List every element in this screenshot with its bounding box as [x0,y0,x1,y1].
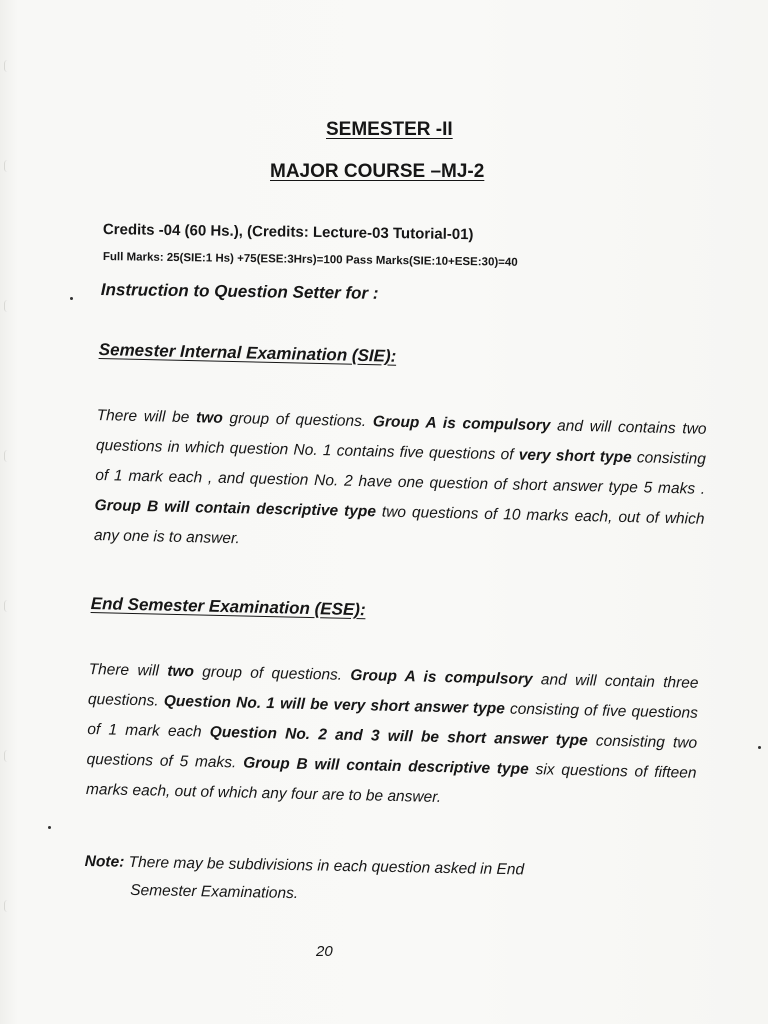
note-block [84,848,625,914]
course-heading: MAJOR COURSE –MJ-2 [270,161,485,182]
instruction-heading: Instruction to Question Setter for : [100,280,379,303]
perforation-mark [4,900,11,912]
perforation-mark [4,450,11,462]
dust-speck [70,297,73,300]
page-number: 20 [316,943,333,960]
perforation-mark [4,60,11,72]
perforation-mark [4,750,11,762]
dust-speck [758,746,761,749]
perforation-mark [4,600,11,612]
credits-line: Credits -04 (60 Hs.), (Credits: Lecture-03 Tutorial-01) [102,221,474,244]
ese-paragraph: There will two group of questions. Group A is compulsory and will contain three questions. Question No. 1 will be very short answer type consisting of five questions of 1 mark each Question No. 2 and 3 will be short answer type consisting two questions of 5 maks. Group B will contain descriptive type six questions of fifteen marks each, out of which any four are to be answer. [85,660,699,807]
ese-heading: End Semester Examination (ESE): [90,594,366,620]
note-label: Note: [84,852,125,871]
semester-heading: SEMESTER -II [326,119,453,140]
sie-heading: Semester Internal Examination (SIE): [98,340,397,366]
dust-speck [48,826,51,829]
marks-line: Full Marks: 25(SIE:1 Hs) +75(ESE:3Hrs)=100 Pass Marks(SIE:10+ESE:30)=40 [102,251,518,269]
sie-paragraph: There will be two group of questions. Group A is compulsory and will contains two questions in which question No. 1 contains five questions of very short type consisting of 1 mark each , and question No. 2 have one question of short answer type 5 maks . Group B will contain descriptive type two questions of 10 marks each, out of which any one is to answer. [93,406,707,548]
perforation-mark [4,300,11,312]
note-text-line2: Semester Examinations. [130,881,299,903]
perforation-mark [4,160,11,172]
note-text-line1: There may be subdivisions in each question asked in End [124,853,525,879]
